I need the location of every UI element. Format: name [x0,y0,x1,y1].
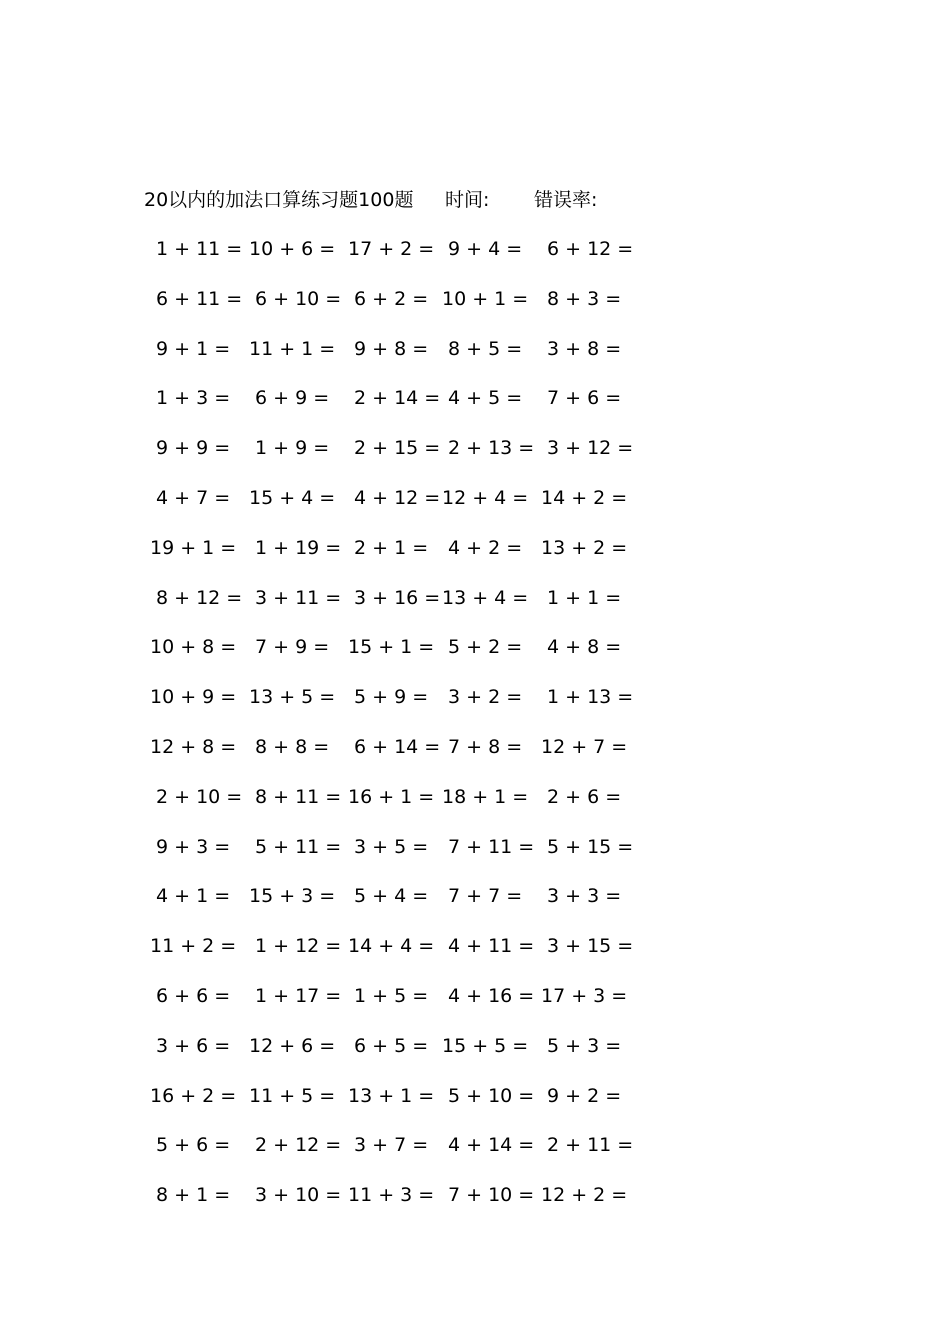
problem-item: 8 + 3 = [547,287,622,310]
worksheet-title: 20以内的加法口算练习题100题 [144,189,414,211]
problem-item: 7 + 8 = [448,736,523,758]
problem-row [0,583,700,613]
problem-item: 5 + 10 = [448,1084,535,1107]
problem-item: 7 + 10 = [448,1184,535,1207]
problem-item: 6 + 2 = [354,287,429,310]
problem-item: 2 + 12 = [255,1134,342,1157]
problem-item: 4 + 7 = [156,487,231,509]
problem-row [0,931,700,961]
problem-row [0,832,700,862]
problem-row [0,1180,700,1210]
problem-item: 4 + 16 = [448,985,535,1007]
problem-item: 1 + 3 = [156,387,231,410]
time-label: 时间: [445,189,490,211]
problem-item: 7 + 6 = [547,387,622,410]
problem-item: 4 + 1 = [156,885,231,908]
problem-item: 9 + 8 = [354,337,429,360]
problem-item: 10 + 8 = [150,636,237,659]
problem-item: 5 + 4 = [354,885,429,908]
problem-item: 8 + 12 = [156,586,243,609]
problem-item: 5 + 3 = [547,1034,622,1057]
problem-item: 1 + 19 = [255,536,342,559]
problem-item: 15 + 5 = [442,1034,529,1057]
problem-item: 1 + 17 = [255,985,342,1007]
problem-row [0,483,700,513]
problem-item: 11 + 2 = [150,935,237,958]
problem-item: 8 + 5 = [448,337,523,360]
problem-item: 12 + 2 = [541,1184,628,1207]
problem-item: 16 + 2 = [150,1084,237,1107]
problem-item: 2 + 14 = [354,387,441,410]
problem-item: 5 + 15 = [547,835,634,858]
problem-row [0,1130,700,1160]
problem-item: 6 + 14 = [354,736,441,758]
problem-item: 11 + 3 = [348,1184,435,1207]
problem-item: 3 + 8 = [547,337,622,360]
problem-item: 15 + 4 = [249,487,336,509]
problem-item: 3 + 2 = [448,686,523,709]
problem-row [0,533,700,563]
problem-item: 1 + 13 = [547,686,634,709]
problem-item: 5 + 2 = [448,636,523,659]
problem-item: 4 + 11 = [448,935,535,958]
problem-item: 2 + 15 = [354,437,441,460]
problem-item: 7 + 9 = [255,636,330,659]
problem-row [0,682,700,712]
problem-item: 6 + 9 = [255,387,330,410]
problem-item: 4 + 2 = [448,536,523,559]
problem-item: 4 + 5 = [448,387,523,410]
problem-item: 12 + 4 = [442,487,529,509]
error-rate-label: 错误率: [534,189,598,211]
problem-item: 15 + 1 = [348,636,435,659]
problem-row [0,1081,700,1111]
problem-item: 12 + 7 = [541,736,628,758]
problem-item: 10 + 1 = [442,287,529,310]
problem-item: 3 + 16 = [354,586,441,609]
problem-item: 6 + 10 = [255,287,342,310]
problem-item: 10 + 6 = [249,238,336,260]
problem-item: 9 + 9 = [156,437,231,460]
problem-item: 6 + 5 = [354,1034,429,1057]
problem-item: 9 + 4 = [448,238,523,260]
problem-item: 1 + 11 = [156,238,243,260]
problem-row [0,334,700,364]
problem-item: 17 + 3 = [541,985,628,1007]
problem-item: 4 + 8 = [547,636,622,659]
problem-item: 2 + 11 = [547,1134,634,1157]
problem-item: 18 + 1 = [442,785,529,808]
problem-item: 1 + 1 = [547,586,622,609]
problem-item: 13 + 1 = [348,1084,435,1107]
problem-item: 9 + 2 = [547,1084,622,1107]
problem-item: 2 + 13 = [448,437,535,460]
problem-item: 1 + 12 = [255,935,342,958]
problem-item: 14 + 4 = [348,935,435,958]
problem-item: 5 + 11 = [255,835,342,858]
problem-item: 8 + 11 = [255,785,342,808]
problem-item: 6 + 6 = [156,985,231,1007]
problem-item: 9 + 1 = [156,337,231,360]
problem-item: 3 + 3 = [547,885,622,908]
problem-item: 13 + 2 = [541,536,628,559]
problem-item: 3 + 7 = [354,1134,429,1157]
problem-row [0,782,700,812]
problem-item: 3 + 12 = [547,437,634,460]
problem-item: 4 + 14 = [448,1134,535,1157]
problem-row [0,383,700,413]
problem-item: 7 + 11 = [448,835,535,858]
problem-item: 1 + 5 = [354,985,429,1007]
problem-item: 6 + 12 = [547,238,634,260]
problem-row [0,881,700,911]
problem-item: 1 + 9 = [255,437,330,460]
problem-item: 6 + 11 = [156,287,243,310]
problem-item: 9 + 3 = [156,835,231,858]
problem-item: 13 + 5 = [249,686,336,709]
problem-row [0,234,700,264]
problem-item: 2 + 6 = [547,785,622,808]
problem-item: 12 + 6 = [249,1034,336,1057]
problem-item: 3 + 5 = [354,835,429,858]
problem-item: 10 + 9 = [150,686,237,709]
problem-item: 11 + 5 = [249,1084,336,1107]
problem-item: 14 + 2 = [541,487,628,509]
problem-item: 13 + 4 = [442,586,529,609]
problem-item: 8 + 8 = [255,736,330,758]
problem-item: 7 + 7 = [448,885,523,908]
problem-row [0,284,700,314]
problem-item: 3 + 6 = [156,1034,231,1057]
problem-item: 3 + 11 = [255,586,342,609]
problem-item: 5 + 6 = [156,1134,231,1157]
problem-item: 2 + 1 = [354,536,429,559]
problem-item: 11 + 1 = [249,337,336,360]
problem-row [0,981,700,1011]
problem-item: 3 + 10 = [255,1184,342,1207]
problem-item: 19 + 1 = [150,536,237,559]
problem-item: 16 + 1 = [348,785,435,808]
problem-item: 12 + 8 = [150,736,237,758]
problem-row [0,1031,700,1061]
problem-item: 8 + 1 = [156,1184,231,1207]
problem-item: 3 + 15 = [547,935,634,958]
problem-item: 15 + 3 = [249,885,336,908]
problem-row [0,632,700,662]
problem-item: 17 + 2 = [348,238,435,260]
problem-row [0,732,700,762]
problem-item: 2 + 10 = [156,785,243,808]
problem-row [0,433,700,463]
problem-item: 4 + 12 = [354,487,441,509]
problem-item: 5 + 9 = [354,686,429,709]
